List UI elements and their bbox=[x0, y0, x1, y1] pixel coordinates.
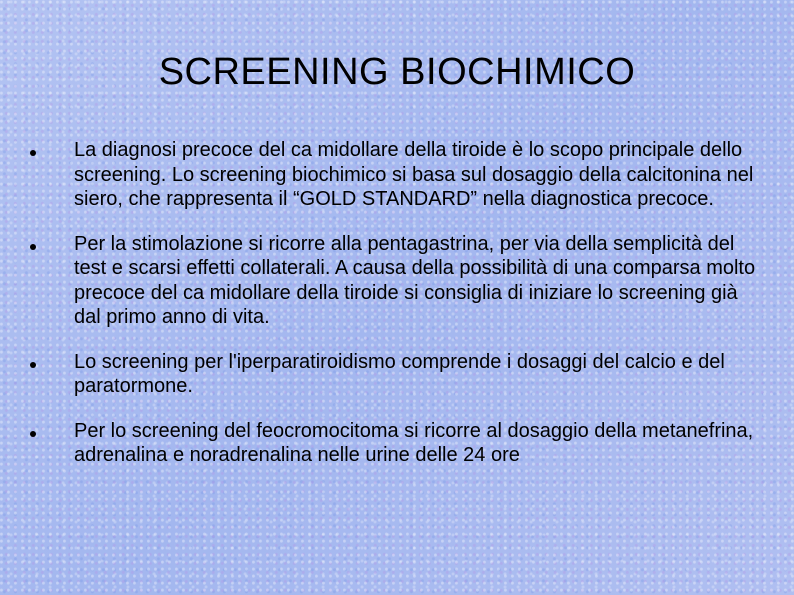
bullet-item-feocromocitoma bbox=[38, 419, 758, 468]
bullet-item-iperparatiroidismo bbox=[38, 350, 758, 399]
bullet-dot-icon bbox=[30, 431, 36, 437]
bullet-dot-icon bbox=[30, 362, 36, 368]
bullet-text: Per la stimolazione si ricorre alla pentagastrina, per via della semplicità del test e scarsi effetti collaterali. A causa della possibilità di una comparsa molto precoce del ca midollare della tiroide si consiglia di iniziare lo screening già dal primo anno di vita. bbox=[74, 232, 756, 328]
bullet-text: Per lo screening del feocromocitoma si ricorre al dosaggio della metanefrina, adrenalina e noradrenalina nelle urine delle 24 ore bbox=[74, 419, 754, 466]
bullet-list bbox=[38, 138, 758, 488]
bullet-text: La diagnosi precoce del ca midollare della tiroide è lo scopo principale dello screening. Lo screening biochimico si basa sul dosaggio della calcitonina nel siero, che rappresenta il “GOLD STANDARD” nella diagnostica precoce. bbox=[74, 139, 754, 210]
bullet-dot-icon bbox=[30, 244, 36, 250]
bullet-item-diagnosi bbox=[38, 138, 758, 212]
bullet-text: Lo screening per l'iperparatiroidismo comprende i dosaggi del calcio e del paratormone. bbox=[74, 350, 725, 397]
bullet-item-stimolazione bbox=[38, 232, 758, 330]
bullet-dot-icon bbox=[30, 150, 36, 156]
slide-title: SCREENING BIOCHIMICO bbox=[158, 51, 636, 93]
